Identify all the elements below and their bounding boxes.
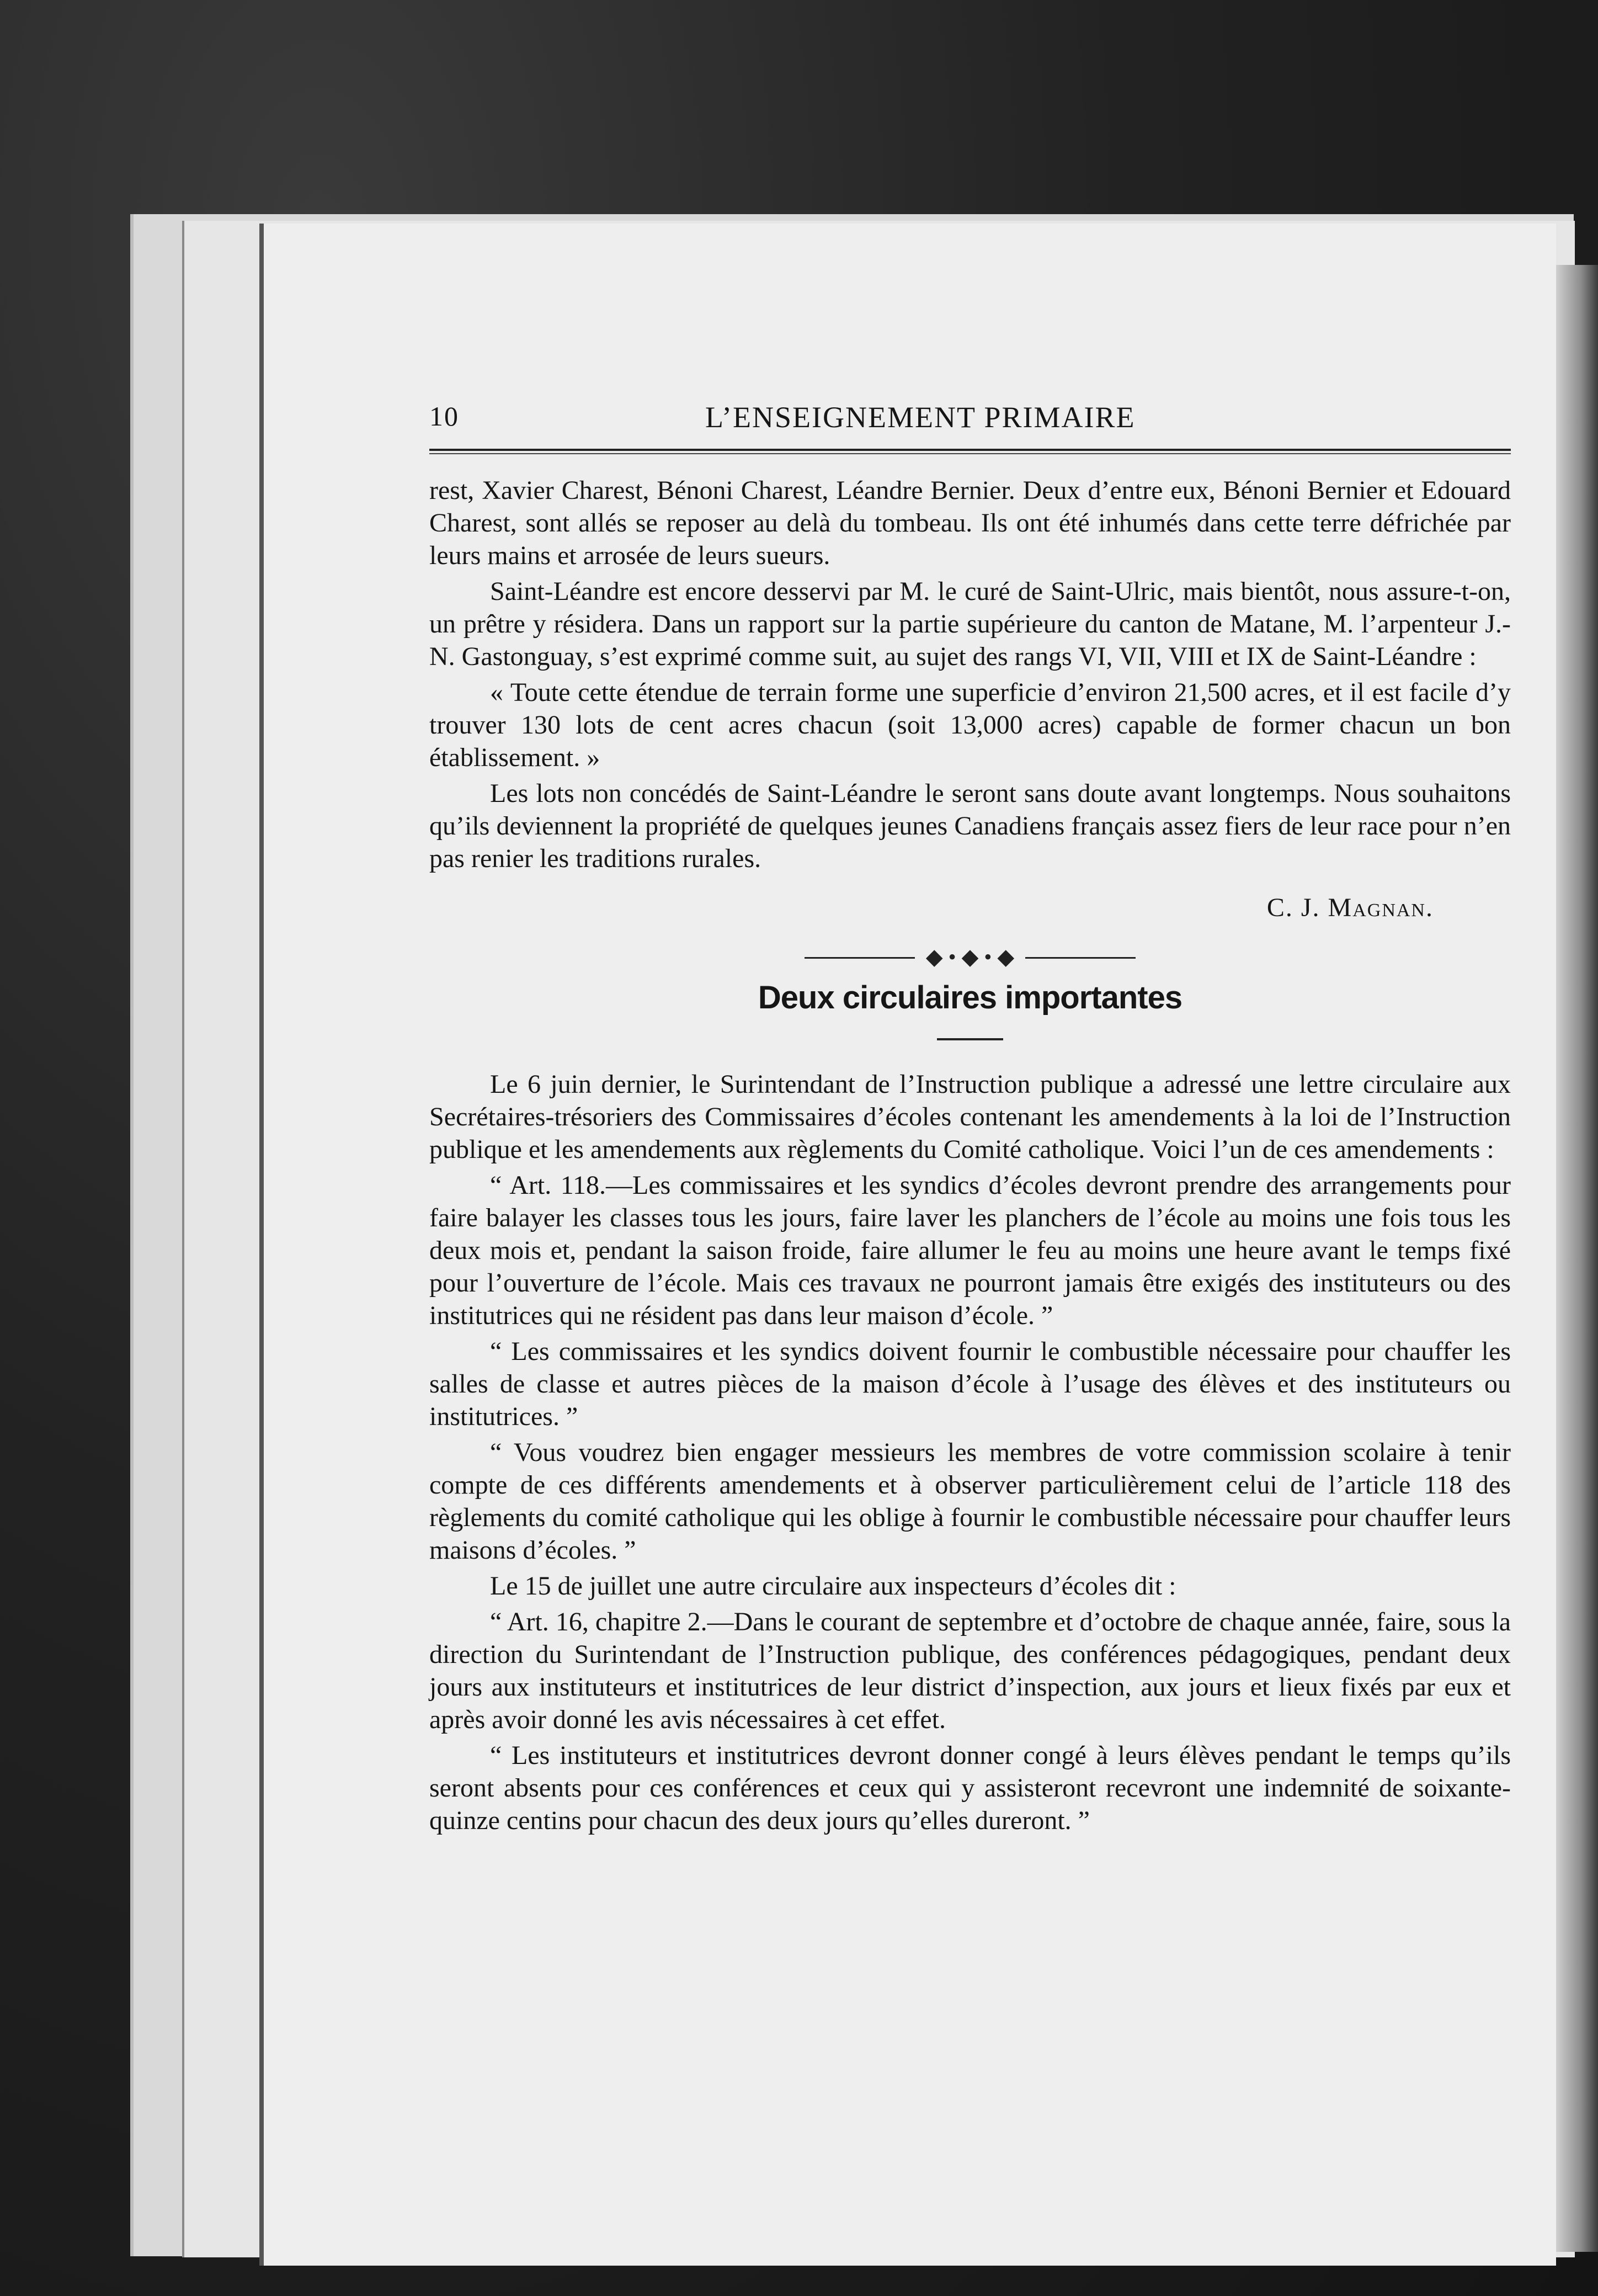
paragraph: rest, Xavier Charest, Bénoni Charest, Léandre Bernier. Deux d’entre eux, Bénoni Bernier et Edouard Charest, sont allés se reposer au delà du tombeau. Ils ont été inhumés dans cette terre défrichée par leurs mains et arrosée de leurs sueurs. <box>429 476 1511 570</box>
title-rule <box>937 1038 1003 1040</box>
article-continuation <box>429 474 1511 924</box>
paragraph-quote: « Toute cette étendue de terrain forme une superficie d’environ 21,500 acres, et il est facile d’y trouver 130 lots de cent acres chacun (soit 13,000 acres) capable de former chacun un bon établissement. » <box>429 678 1511 772</box>
book-right-edge <box>1556 265 1598 2252</box>
author-signature: C. J. Magnan. <box>1266 893 1434 922</box>
paragraph-quote: “ Les instituteurs et institutrices devront donner congé à leurs élèves pendant le temps qu’ils seront absents pour ces conférences et ceux qui y assisteront recevront une indemnité de soixante-quinze centins pour chacun des deux jours qu’elles dureront. ” <box>429 1741 1511 1835</box>
book-page <box>259 224 1556 2266</box>
paragraph-quote: “ Les commissaires et les syndics doivent fournir le combustible nécessaire pour chauffer les salles de classe et autres pièces de la maison d’école à l’usage des élèves et des instituteurs ou institutrices. ” <box>429 1337 1511 1431</box>
section-body <box>429 1068 1511 1837</box>
paragraph: Saint-Léandre est encore desservi par M. le curé de Saint-Ulric, mais bientôt, nous assure-t-on, un prêtre y résidera. Dans un rapport sur la partie supérieure du canton de Matane, M. l’arpenteur J.-N. Gastonguay, s’est exprimé comme suit, au sujet des rangs VI, VII, VIII et IX de Saint-Léandre : <box>429 577 1511 671</box>
section-title: Deux circulaires importantes <box>758 980 1182 1016</box>
paragraph: Les lots non concédés de Saint-Léandre le seront sans doute avant longtemps. Nous souhaitons qu’ils deviennent la propriété de quelques jeunes Canadiens français assez fiers de leur race pour n’en pas renier les traditions rurales. <box>429 779 1511 873</box>
paragraph: Le 6 juin dernier, le Surintendant de l’Instruction publique a adressé une lettre circulaire aux Secrétaires-trésoriers des Commissaires d’écoles contenant les amendements à la loi de l’Instruction publique et les amendements aux règlements du Comité catholique. Voici l’un de ces amendements : <box>429 1070 1511 1164</box>
ornament-divider: ◆ • ◆ • ◆ <box>805 946 1136 968</box>
paragraph-quote: “ Vous voudrez bien engager messieurs les membres de votre commission scolaire à tenir compte de ces différents amendements et à observer particulièrement celui de l’article 118 des règlements du comité catholique qui les oblige à fournir le combustible nécessaire pour chauffer leurs maisons d’écoles. ” <box>429 1438 1511 1565</box>
page-number: 10 <box>429 401 459 432</box>
paragraph-quote: “ Art. 16, chapitre 2.—Dans le courant de septembre et d’octobre de chaque année, faire, sous la direction du Surintendant de l’Instruction publique, des conférences pédagogiques, pendant deux jours aux instituteurs et institutrices de leur district d’inspection, aux jours et lieux fixés par eux et après avoir donné les avis nécessaires à cet effet. <box>429 1607 1511 1734</box>
header-rule <box>429 449 1511 454</box>
journal-title: L’ENSEIGNEMENT PRIMAIRE <box>705 401 1136 434</box>
paragraph-quote: “ Art. 118.—Les commissaires et les syndics d’écoles devront prendre des arrangements pour faire balayer les classes tous les jours, faire laver les planchers de l’école au moins une fois tous les deux mois et, pendant la saison froide, faire allumer le feu au moins une heure avant le temps fixé pour l’ouverture de l’école. Mais ces travaux ne pourront jamais être exigés des instituteurs ou des institutrices qui ne résident pas dans leur maison d’école. ” <box>429 1171 1511 1330</box>
page-content <box>429 389 1511 1840</box>
paragraph: Le 15 de juillet une autre circulaire aux inspecteurs d’écoles dit : <box>490 1571 1176 1601</box>
running-head <box>429 389 1511 439</box>
